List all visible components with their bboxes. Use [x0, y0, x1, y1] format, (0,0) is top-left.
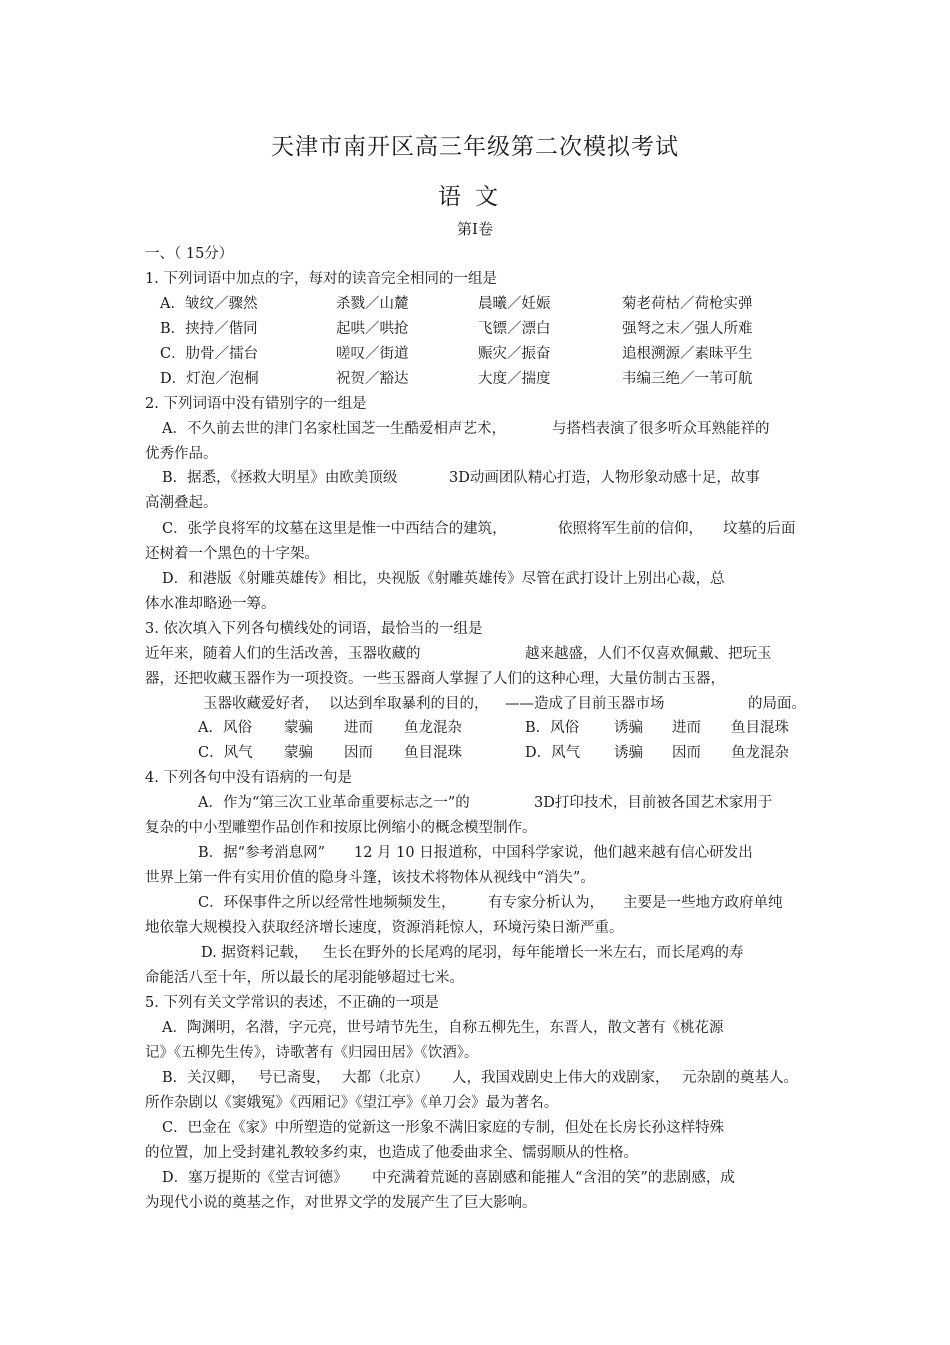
q3-option-cell: 蒙骗: [284, 720, 313, 736]
q3-option-cell: A．风俗: [198, 720, 252, 736]
q5-b-text: B．关汉卿，: [162, 1070, 246, 1086]
q5-d-text: 中充满着荒诞的喜剧感和能摧人“含泪的笑”的悲剧感，成: [372, 1170, 735, 1186]
q5-b-text: 元杂剧的奠基人。: [682, 1070, 798, 1086]
q5-b-text: 号已斋叟，: [258, 1070, 331, 1086]
q5-d-cont: 为现代小说的奠基之作，对世界文学的发展产生了巨大影响。: [145, 1195, 537, 1211]
q5-option-c: C．巴金在《家》中所塑造的觉新这一形象不满旧家庭的专制，但处在长房长孙这样特殊: [162, 1120, 725, 1136]
q5-b-cont: 所作杂剧以《窦娥冤》《西厢记》《望江亭》《单刀会》最为著名。: [145, 1095, 559, 1111]
q4-c-text: C．环保事件之所以经常性地频频发生，: [198, 895, 456, 911]
q1-option-cell: B．挟持／偕同: [160, 321, 258, 337]
q2-c-text: 依照将军生前的信仰，: [558, 521, 703, 537]
q2-b-cont: 高潮叠起。: [145, 495, 218, 511]
q1-option-cell: 祝贺／豁达: [336, 371, 409, 387]
q2-d-cont: 体水准却略逊一筹。: [145, 596, 276, 612]
q4-c-text: 主要是一些地方政府单纯: [623, 895, 783, 911]
q3-option-cell: 鱼龙混杂: [404, 720, 462, 736]
q3-option-cell: 进而: [344, 720, 373, 736]
q5-b-text: 人，我国戏剧史上伟大的戏剧家，: [452, 1070, 670, 1086]
volume-label: 第Ⅰ卷: [457, 220, 493, 238]
q1-option-cell: 嗟叹／街道: [336, 346, 409, 362]
q2-c-text: C．张学良将军的坟墓在这里是惟一中西结合的建筑，: [162, 521, 507, 537]
q3-text: 近年来，随着人们的生活改善，玉器收藏的: [145, 646, 421, 662]
q3-line2: 器，还把收藏玉器作为一项投资。一些玉器商人掌握了人们的这种心理，大量仿制古玉器，: [145, 671, 725, 687]
q2-b-text: B．据悉，《拯救大明星》由欧美顶级: [162, 470, 398, 486]
q3-option-cell: 蒙骗: [284, 745, 313, 761]
q1-stem: 1. 下列词语中加点的字，每对的读音完全相同的一组是: [145, 271, 497, 287]
q3-text: 越来越盛，人们不仅喜欢佩戴、把玩玉: [525, 646, 772, 662]
q2-a-text: A．不久前去世的津门名家杜国芝一生酷爱相声艺术，: [162, 421, 506, 437]
q5-d-text: D．塞万提斯的《堂吉诃德》: [162, 1170, 348, 1186]
q3-option-cell: 鱼目混珠: [404, 745, 462, 761]
q2-c-cont: 还树着一个黑色的十字架。: [145, 546, 319, 562]
q1-option-cell: D．灯泡／泡桐: [160, 371, 259, 387]
q1-option-cell: 大度／揣度: [478, 371, 551, 387]
q3-option-cell: 鱼目混珠: [731, 720, 789, 736]
q3-option-cell: C．风气: [198, 745, 253, 761]
q5-option-a: A．陶渊明，名潜，字元亮，世号靖节先生，自称五柳先生，东晋人，散文著有《桃花源: [162, 1020, 724, 1036]
q4-b-text: 12 月 10 日报道称，中国科学家说，他们越来越有信心研发出: [354, 845, 753, 861]
q4-c-text: 有专家分析认为，: [488, 895, 604, 911]
q4-d-text: D. 据资料记载，: [201, 945, 309, 961]
q1-option-cell: 起哄／哄抢: [336, 321, 409, 337]
q4-c-cont: 地依靠大规模投入获取经济增长速度，资源消耗惊人，环境污染日渐严重。: [145, 920, 624, 936]
q1-option-cell: 菊老荷枯／荷枪实弹: [622, 296, 753, 312]
q1-option-cell: A．皱纹／骤然: [160, 296, 258, 312]
q3-option-cell: 因而: [672, 745, 701, 761]
q2-option-d: D．和港版《射雕英雄传》相比，央视版《射雕英雄传》尽管在武打设计上别出心裁，总: [162, 571, 725, 587]
q1-option-cell: 追根溯源／素昧平生: [622, 346, 753, 362]
q2-a-cont: 优秀作品。: [145, 446, 218, 462]
q3-text: 玉器收藏爱好者，: [203, 696, 319, 712]
q4-a-text: 3D打印技术，目前被各国艺术家用于: [534, 795, 773, 811]
q2-a-text: 与搭档表演了很多听众耳熟能祥的: [552, 421, 770, 437]
q1-option-cell: 韦编三绝／一苇可航: [622, 371, 753, 387]
q4-d-text: 生长在野外的长尾鸡的尾羽，每年能增长一米左右，而长尾鸡的寿: [323, 945, 744, 961]
q4-stem: 4. 下列各句中没有语病的一句是: [145, 770, 352, 786]
q4-b-text: B．据“参考消息网”: [198, 845, 325, 861]
q3-text: ——造成了目前玉器市场: [505, 696, 665, 712]
q1-option-cell: 赈灾／振奋: [478, 346, 551, 362]
q1-option-cell: 晨曦／妊娠: [478, 296, 551, 312]
q5-a-cont: 记》《五柳先生传》，诗歌著有《归园田居》《饮酒》。: [145, 1045, 479, 1061]
q5-b-text: 大都（北京）: [342, 1070, 429, 1086]
q4-a-cont: 复杂的中小型雕塑作品创作和按原比例缩小的概念模型制作。: [145, 820, 537, 836]
q3-option-cell: 因而: [344, 745, 373, 761]
q3-stem: 3. 依次填入下列各句横线处的词语，最恰当的一组是: [145, 621, 483, 637]
q3-option-cell: 诱骗: [614, 745, 643, 761]
q4-b-cont: 世界上第一件有实用价值的隐身斗篷，该技术将物体从视线中“消失”。: [145, 870, 595, 886]
q3-option-cell: 鱼龙混杂: [731, 745, 789, 761]
q5-c-cont: 的位置，加上受封建礼教较多约束，也造成了他委曲求全、懦弱顺从的性格。: [145, 1145, 638, 1161]
q3-option-cell: D．风气: [525, 745, 581, 761]
q1-option-cell: 飞镖／漂白: [478, 321, 551, 337]
q4-d-cont: 命能活八至十年，所以最长的尾羽能够超过七米。: [145, 970, 464, 986]
q1-option-cell: 强弩之末／强人所难: [622, 321, 753, 337]
q3-text: 的局面。: [748, 696, 806, 712]
q3-text: 以达到牟取暴利的目的，: [329, 696, 489, 712]
exam-title: 天津市南开区高三年级第二次模拟考试: [271, 134, 679, 160]
q5-stem: 5. 下列有关文学常识的表述，不正确的一项是: [145, 995, 439, 1011]
q4-a-text: A．作为“第三次工业革命重要标志之一”的: [198, 795, 470, 811]
q3-option-cell: 诱骗: [614, 720, 643, 736]
q2-stem: 2. 下列词语中没有错别字的一组是: [145, 396, 367, 412]
q1-option-cell: 杀戮／山麓: [336, 296, 409, 312]
q3-option-cell: 进而: [672, 720, 701, 736]
q3-option-cell: B．风俗: [525, 720, 580, 736]
section-label: 一、（ 15分）: [145, 246, 234, 262]
q1-option-cell: C．肋骨／擂台: [160, 346, 259, 362]
q2-c-text: 坟墓的后面: [723, 521, 796, 537]
q2-b-text: 3D动画团队精心打造，人物形象动感十足，故事: [449, 470, 760, 486]
subject-title: 语文: [438, 184, 512, 210]
